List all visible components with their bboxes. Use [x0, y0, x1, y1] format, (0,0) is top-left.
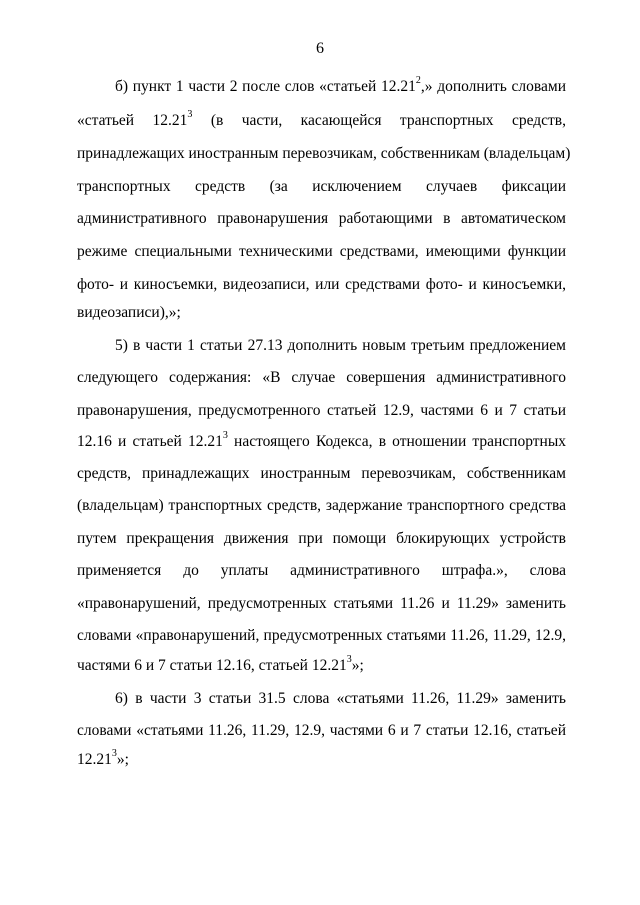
text-line: средств, принадлежащих иностранным перевозчикам, собственникам: [77, 465, 566, 482]
text-line: «статьей 12.21$^3$ (в части, касающейся транспортных средств,: [77, 108, 566, 129]
text-line: путем прекращения движения при помощи блокирующих устройств: [77, 530, 566, 547]
text-line: 12.16 и статьей 12.21$^3$ настоящего Кодекса, в отношении транспортных: [77, 429, 566, 450]
text-line: 12.21$^3$»;: [77, 747, 129, 768]
text-line: словами «статьями 11.26, 11.29, 12.9, частями 6 и 7 статьи 12.16, статьей: [77, 722, 566, 739]
text-line: принадлежащих иностранным перевозчикам, собственникам (владельцам): [77, 145, 571, 162]
text-line: административного правонарушения работающими в автоматическом: [77, 210, 566, 227]
text-line: словами «правонарушений, предусмотренных статьями 11.26, 11.29, 12.9,: [77, 627, 566, 644]
text-line: фото- и киносъемки, видеозаписи, или средствами фото- и киносъемки,: [77, 276, 566, 293]
text-line: 5) в части 1 статьи 27.13 дополнить новым третьим предложением: [115, 337, 566, 354]
text-line: следующего содержания: «В случае совершения административного: [77, 369, 566, 386]
page-number: 6: [316, 40, 324, 57]
text-line: применяется до уплаты административного штрафа.», слова: [77, 562, 566, 579]
text-line: частями 6 и 7 статьи 12.16, статьей 12.21$^3$»;: [77, 653, 364, 674]
text-line: режиме специальными техническими средствами, имеющими функции: [77, 243, 566, 260]
text-line: «правонарушений, предусмотренных статьями 11.26 и 11.29» заменить: [77, 595, 566, 612]
text-line: видеозаписи),»;: [77, 304, 181, 321]
text-line: транспортных средств (за исключением случаев фиксации: [77, 178, 566, 195]
text-line: б) пункт 1 части 2 после слов «статьей 12.21$^2$,» дополнить словами: [115, 74, 567, 95]
text-line: правонарушения, предусмотренного статьей 12.9, частями 6 и 7 статьи: [77, 402, 566, 419]
text-line: (владельцам) транспортных средств, задержание транспортного средства: [77, 497, 566, 514]
text-line: 6) в части 3 статьи 31.5 слова «статьями 11.26, 11.29» заменить: [115, 690, 566, 707]
